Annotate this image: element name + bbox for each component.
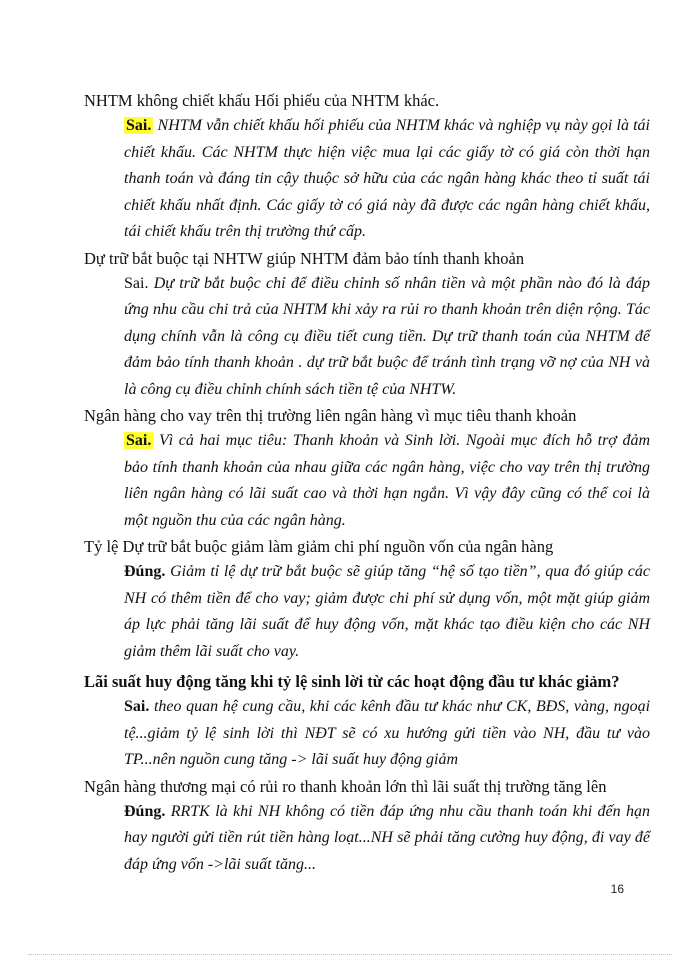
verdict-6: Đúng. (124, 802, 166, 820)
answer-6 (124, 799, 650, 879)
verdict-3: Sai. (126, 432, 152, 449)
answer-5 (124, 694, 650, 774)
footer-divider (28, 954, 672, 955)
page-number: 16 (610, 882, 624, 896)
answer-3 (124, 428, 650, 534)
answer-2 (124, 271, 650, 404)
verdict-1: Sai. (126, 117, 152, 134)
qa-item-6 (84, 774, 650, 879)
document-body (84, 88, 650, 878)
verdict-5: Sai. (124, 698, 150, 715)
question-5: Lãi suất huy động tăng khi tỷ lệ sinh lời từ các hoạt động đầu tư khác giảm? (84, 672, 620, 691)
qa-item-3 (84, 403, 650, 534)
question-6: Ngân hàng thương mại có rủi ro thanh khoản lớn thì lãi suất thị trường tăng lên (84, 776, 607, 796)
answer-text-2: Dự trữ bắt buộc chỉ để điều chỉnh số nhân tiền và một phần nào đó là đáp ứng nhu cầu chi trả của NHTM khi xảy ra rủi ro thanh khoản trên diện rộng. Tác dụng chính vẫn là công cụ điều tiết cung tiền. Dự trữ thanh toán của NHTM để đảm bảo tính thanh khoản . dự trữ bắt buộc để tránh tình trạng vỡ nợ của NH và là công cụ điều chỉnh chính sách tiền tệ của NHTW. (124, 274, 651, 398)
qa-item-2 (84, 246, 650, 404)
answer-1 (124, 113, 650, 246)
answer-text-4: Giảm tỉ lệ dự trữ bắt buộc sẽ giúp tăng “hệ số tạo tiền”, qua đó giúp các NH có thêm tiền để cho vay; giảm được chi phí sử dụng vốn, một mặt giúp giảm áp lực phải tăng lãi suất để huy động vốn, mặt khác tạo điều kiện cho các NH giảm thêm lãi suất cho vay. (124, 563, 651, 660)
qa-item-1 (84, 88, 650, 246)
qa-item-5 (84, 669, 650, 774)
answer-text-6: RRTK là khi NH không có tiền đáp ứng nhu cầu thanh toán khi đến hạn hay người gửi tiền rút tiền hàng loạt...NH sẽ phải tăng cường huy động, đi vay để đáp ứng vốn ->lãi suất tăng... (124, 802, 650, 873)
question-3: Ngân hàng cho vay trên thị trường liên ngân hàng vì mục tiêu thanh khoản (84, 406, 577, 425)
answer-4 (124, 559, 650, 665)
answer-text-5: theo quan hệ cung cầu, khi các kênh đầu tư khác như CK, BĐS, vàng, ngoại tệ...giảm tỷ lệ sinh lời thì NĐT sẽ có xu hướng gửi tiền vào NH, đầu tư vào TP...nên nguồn cung tăng -> lãi suất huy động giảm (124, 698, 651, 768)
verdict-4: Đúng. (124, 563, 166, 580)
answer-text-1: NHTM vẫn chiết khấu hối phiếu của NHTM khác và nghiệp vụ này gọi là tái chiết khấu. Các NHTM thực hiện việc mua lại các giấy tờ có giá còn thời hạn thanh toán và đáng tin cậy thuộc sở hữu của các ngân hàng khác theo tỉ suất tái chiết khấu nhất định. Các giấy tờ có giá này đã được các ngân hàng chiết khấu, tái chiết khấu trên thị trường thứ cấp. (124, 117, 651, 240)
question-1: NHTM không chiết khấu Hối phiếu của NHTM khác. (84, 91, 440, 110)
verdict-2: Sai. (124, 274, 149, 292)
qa-item-4 (84, 534, 650, 665)
question-4: Tỷ lệ Dự trữ bắt buộc giảm làm giảm chi phí nguồn vốn của ngân hàng (84, 537, 554, 556)
question-2: Dự trữ bắt buộc tại NHTW giúp NHTM đảm bảo tính thanh khoản (84, 248, 525, 268)
answer-text-3: Vì cả hai mục tiêu: Thanh khoản và Sinh lời. Ngoài mục đích hỗ trợ đảm bảo tính thanh khoản của nhau giữa các ngân hàng, việc cho vay trên thị trường liên ngân hàng có lãi suất cao và thời hạn ngắn. Vì vậy đây cũng có thể coi là một nguồn thu của các ngân hàng. (124, 432, 651, 529)
